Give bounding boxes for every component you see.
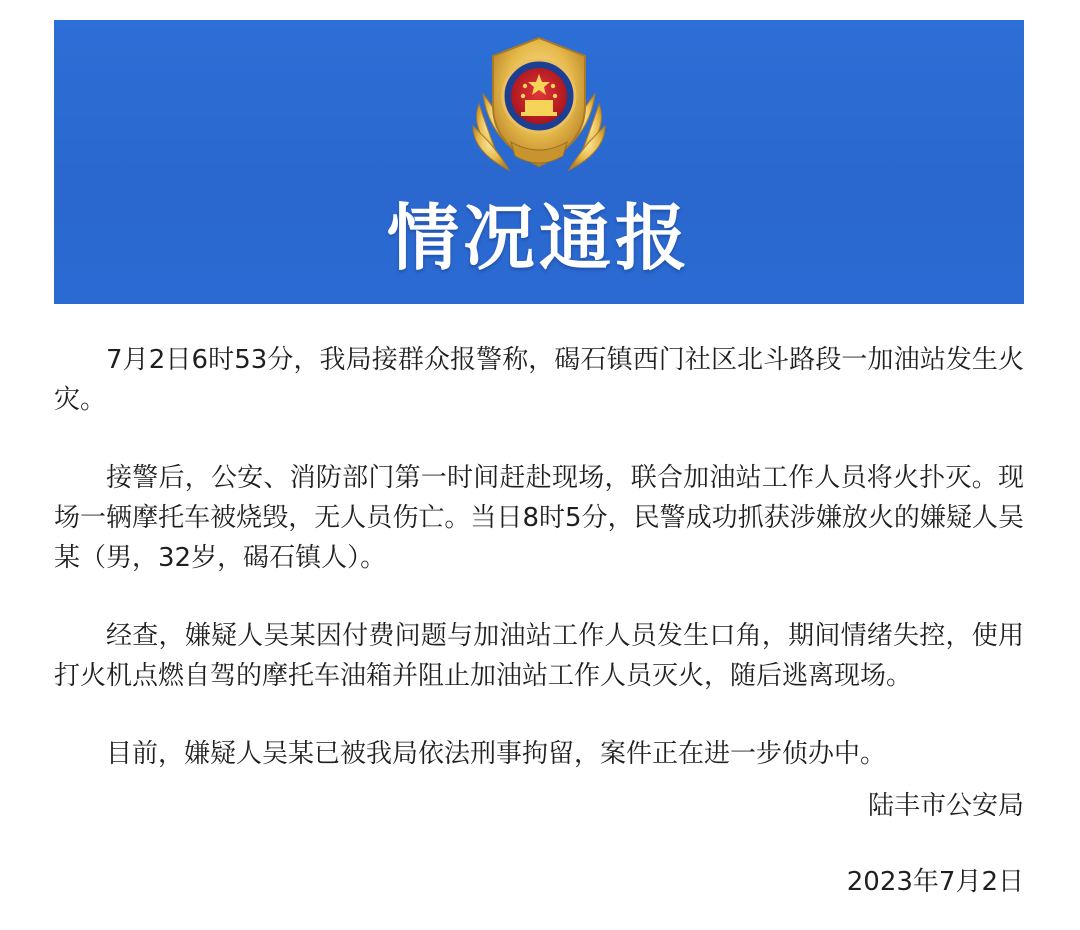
- signature-org: 陆丰市公安局: [867, 791, 1024, 821]
- paragraph-3: 经查，嫌疑人吴某因付费问题与加油站工作人员发生口角，期间情绪失控，使用打火机点燃自驾的摩托车油箱并阻止加油站工作人员灭火，随后逃离现场。: [54, 621, 1024, 691]
- paragraph-2: 接警后，公安、消防部门第一时间赶赴现场，联合加油站工作人员将火扑灭。现场一辆摩托车被烧毁，无人员伤亡。当日8时5分，民警成功抓获涉嫌放火的嫌疑人吴某（男，32岁，碣石镇人）。: [54, 463, 1024, 573]
- banner-title: 情况通报: [386, 196, 691, 280]
- paragraph-1: 7月2日6时53分，我局接群众报警称，碣石镇西门社区北斗路段一加油站发生火灾。: [54, 345, 1024, 415]
- police-emblem-icon: [459, 34, 619, 184]
- paragraph-4: 目前，嫌疑人吴某已被我局依法刑事拘留，案件正在进一步侦办中。: [106, 739, 887, 769]
- header-banner: [54, 20, 1024, 304]
- article-body: [54, 340, 1024, 774]
- signature-date: 2023年7月2日: [846, 867, 1024, 897]
